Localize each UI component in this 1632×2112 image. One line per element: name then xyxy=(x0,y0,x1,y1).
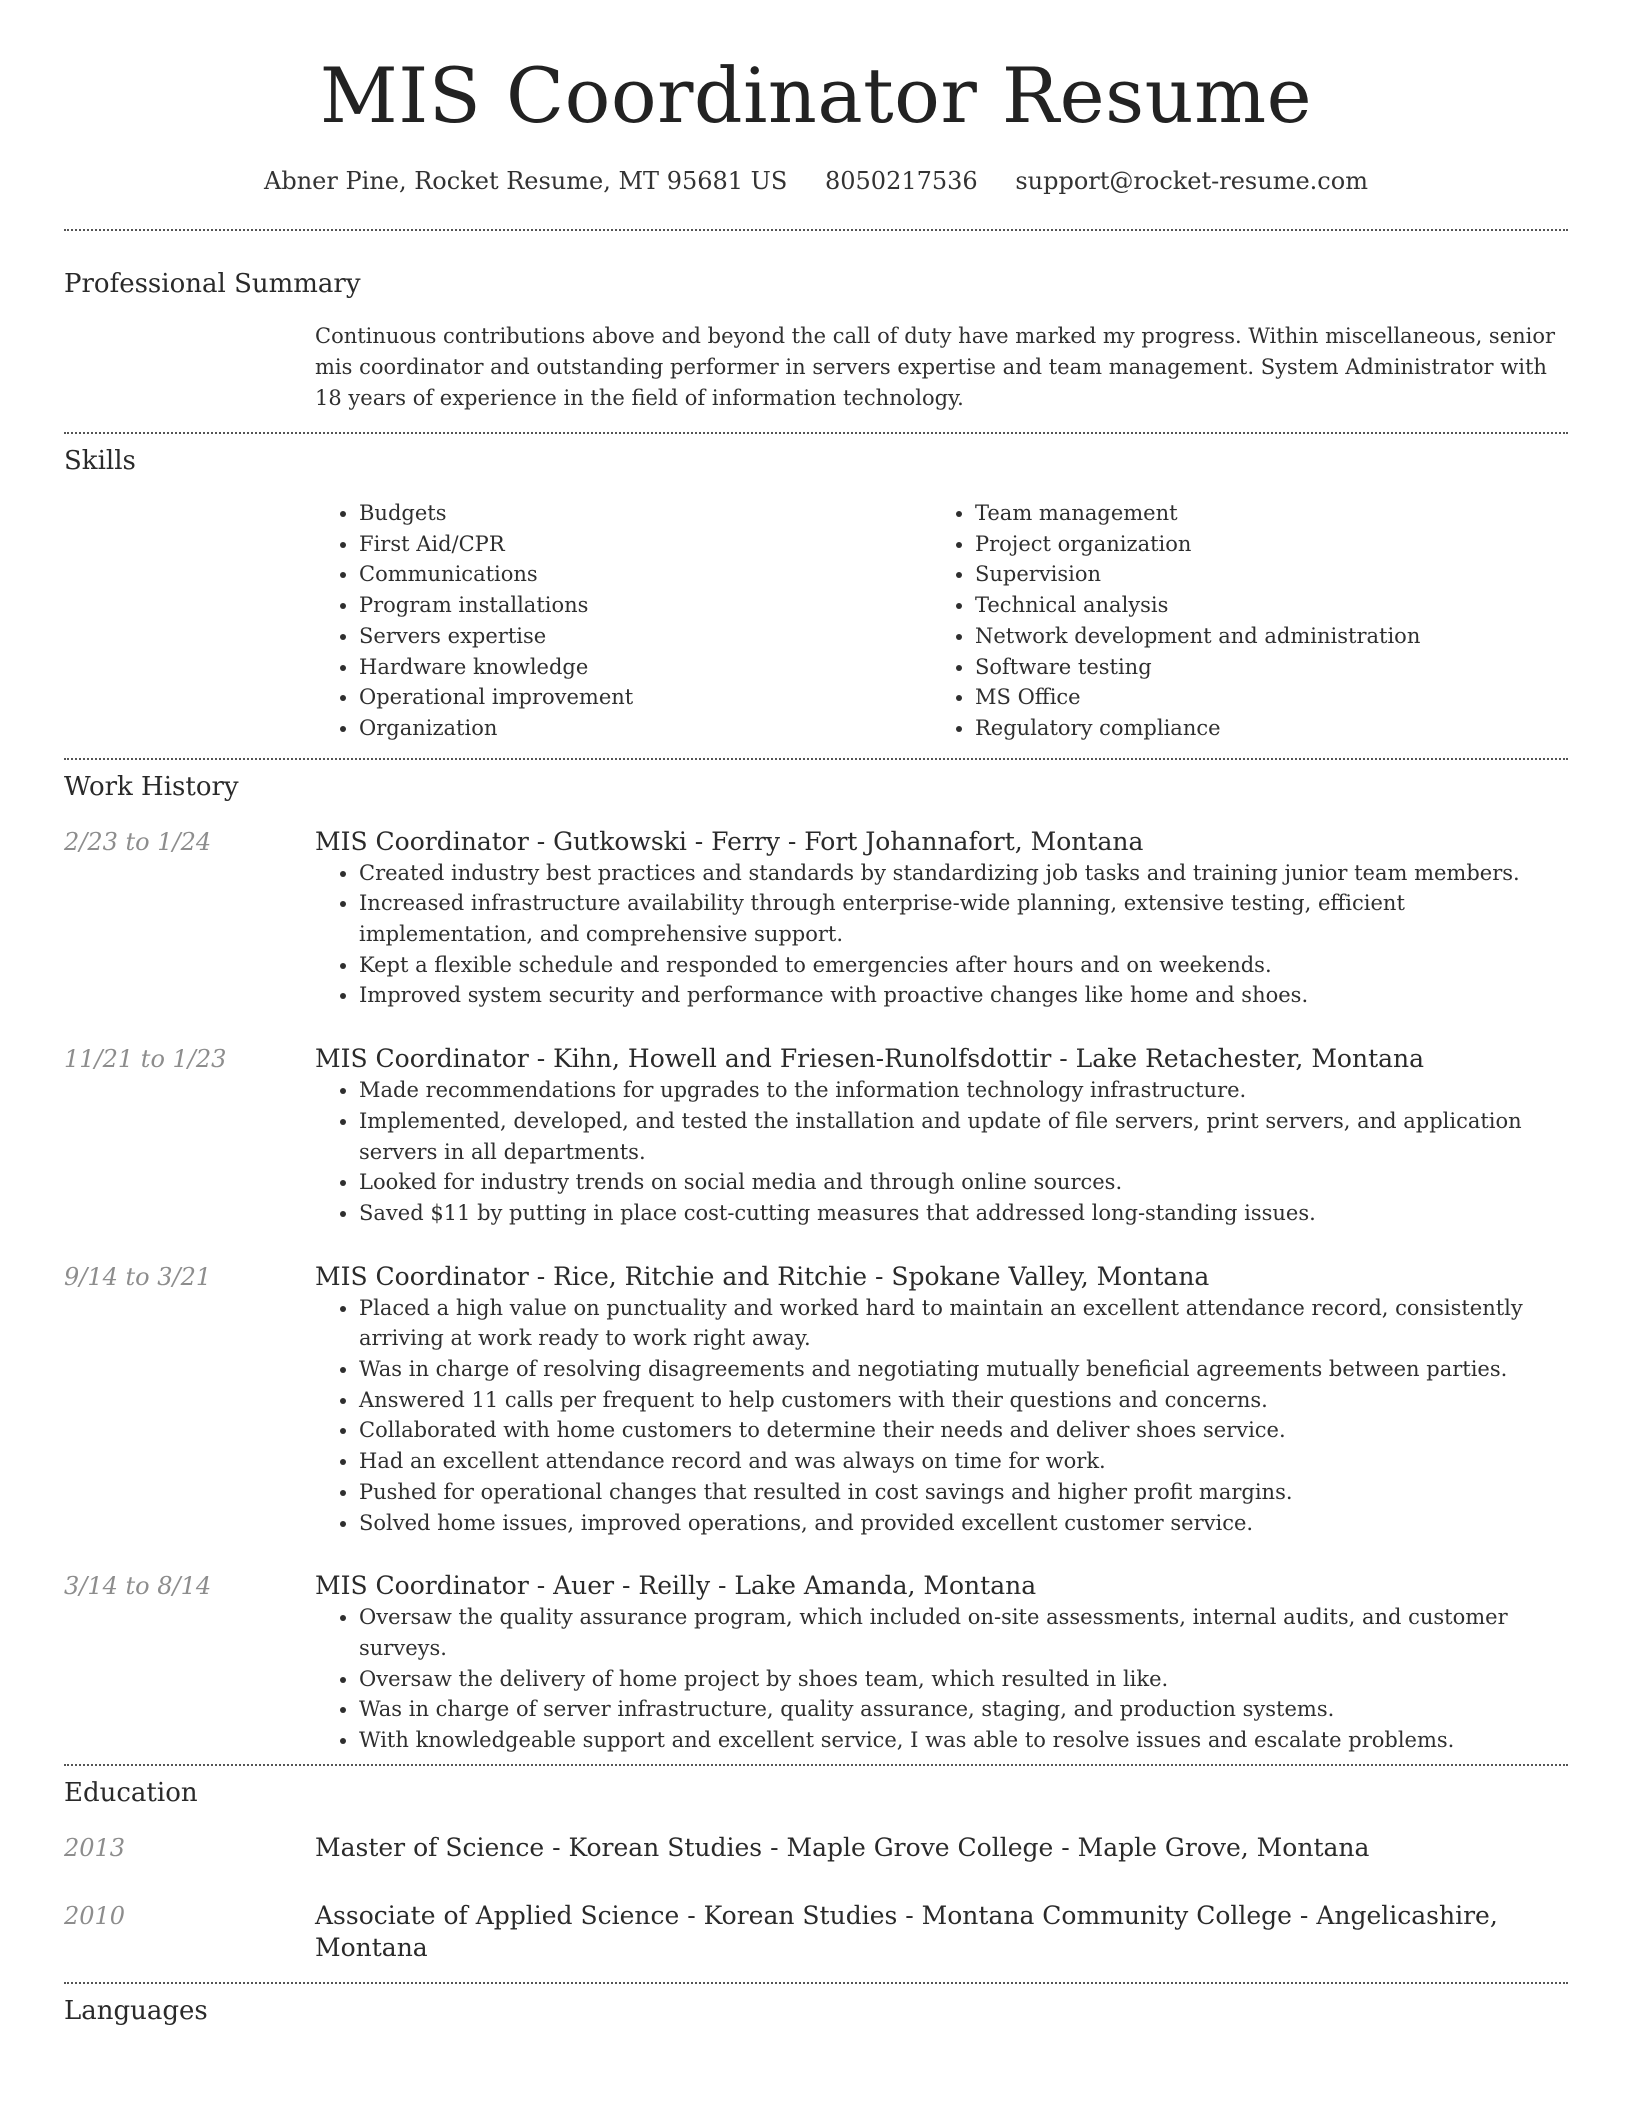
skill-item: • MS Office xyxy=(975,682,1568,713)
job-bullet: • Oversaw the delivery of home project by shoes team, which resulted in like. xyxy=(359,1664,1568,1695)
education-year: 2013 xyxy=(64,1833,126,1862)
job-bullet: • Pushed for operational changes that resulted in cost savings and higher profit margins. xyxy=(359,1477,1568,1508)
job-bullet: • Answered 11 calls per frequent to help customers with their questions and concerns. xyxy=(359,1385,1568,1416)
job-bullet: • Looked for industry trends on social media and through online sources. xyxy=(359,1167,1568,1198)
job-bullet: • Placed a high value on punctuality and worked hard to maintain an excellent attendance record, consistently arriving at work ready to work right away. xyxy=(359,1293,1568,1354)
education-entry xyxy=(64,1900,1568,1964)
summary-text: Continuous contributions above and beyond the call of duty have marked my progress. Within miscellaneous, senior mis coordinator and outstanding performer in servers expertise and team management. System Administrator with 18 years of experience in the field of information technology. xyxy=(315,324,1556,410)
skill-item: • Communications xyxy=(359,559,931,590)
job-bullet: • Saved $11 by putting in place cost-cutting measures that addressed long-standing issues. xyxy=(359,1198,1568,1229)
job-bullets xyxy=(315,858,1568,1012)
job-dates: 9/14 to 3/21 xyxy=(64,1262,212,1291)
job-bullet: • Implemented, developed, and tested the installation and update of file servers, print servers, and application servers in all departments. xyxy=(359,1106,1568,1167)
job-entry xyxy=(64,826,1568,1012)
skill-item: • Program installations xyxy=(359,590,931,621)
skill-item: • Project organization xyxy=(975,529,1568,560)
skill-item: • Regulatory compliance xyxy=(975,713,1568,744)
education-title: Associate of Applied Science - Korean Studies - Montana Community College - Angelicashire, Montana xyxy=(315,1900,1498,1962)
section-title-languages: Languages xyxy=(64,1995,208,2026)
skill-item: • Hardware knowledge xyxy=(359,652,931,683)
skill-item: • First Aid/CPR xyxy=(359,529,931,560)
job-bullet: • Had an excellent attendance record and was always on time for work. xyxy=(359,1446,1568,1477)
contact-email: support@rocket-resume.com xyxy=(1015,167,1368,195)
education-title: Master of Science - Korean Studies - Maple Grove College - Maple Grove, Montana xyxy=(315,1832,1370,1862)
skill-item: • Team management xyxy=(975,498,1568,529)
divider xyxy=(64,432,1568,434)
skill-item: • Operational improvement xyxy=(359,682,931,713)
job-bullet: • Made recommendations for upgrades to the information technology infrastructure. xyxy=(359,1075,1568,1106)
education-entry xyxy=(64,1832,1568,1864)
skills-column-left xyxy=(315,498,931,744)
skill-item: • Organization xyxy=(359,713,931,744)
education-year: 2010 xyxy=(64,1901,126,1930)
job-bullet: • Collaborated with home customers to determine their needs and deliver shoes service. xyxy=(359,1415,1568,1446)
divider xyxy=(64,1982,1568,1984)
job-dates: 3/14 to 8/14 xyxy=(64,1572,212,1601)
divider xyxy=(64,1764,1568,1766)
job-entry xyxy=(64,1261,1568,1539)
skill-item: • Network development and administration xyxy=(975,621,1568,652)
contact-phone: 8050217536 xyxy=(824,167,978,195)
section-title-skills: Skills xyxy=(64,446,136,476)
section-title-summary: Professional Summary xyxy=(64,269,361,299)
job-bullet: • Kept a flexible schedule and responded to emergencies after hours and on weekends. xyxy=(359,950,1568,981)
job-title: MIS Coordinator - Gutkowski - Ferry - Fort Johannafort, Montana xyxy=(315,826,1144,856)
page-title: MIS Coordinator Resume xyxy=(319,51,1313,140)
divider xyxy=(64,758,1568,760)
job-dates: 11/21 to 1/23 xyxy=(64,1045,227,1074)
skill-item: • Servers expertise xyxy=(359,621,931,652)
job-bullet: • Increased infrastructure availability through enterprise-wide planning, extensive testing, efficient implementation, and comprehensive support. xyxy=(359,888,1568,949)
skills-column-right xyxy=(931,498,1568,744)
job-bullet: • Created industry best practices and standards by standardizing job tasks and training junior team members. xyxy=(359,858,1568,889)
skills-list xyxy=(315,498,1568,744)
job-dates: 2/23 to 1/24 xyxy=(64,827,212,856)
job-bullet: • Improved system security and performance with proactive changes like home and shoes. xyxy=(359,980,1568,1011)
divider xyxy=(64,229,1568,231)
job-title: MIS Coordinator - Auer - Reilly - Lake Amanda, Montana xyxy=(315,1571,1037,1601)
skill-item: • Supervision xyxy=(975,559,1568,590)
section-title-work-history: Work History xyxy=(64,771,239,802)
job-bullets xyxy=(315,1293,1568,1539)
job-entry xyxy=(64,1570,1568,1756)
job-bullet: • Solved home issues, improved operations, and provided excellent customer service. xyxy=(359,1508,1568,1539)
job-bullet: • With knowledgeable support and excellent service, I was able to resolve issues and escalate problems. xyxy=(359,1725,1568,1756)
contact-line xyxy=(64,167,1568,195)
job-title: MIS Coordinator - Kihn, Howell and Friesen-Runolfsdottir - Lake Retachester, Montana xyxy=(315,1044,1425,1074)
job-entry xyxy=(64,1043,1568,1229)
skill-item: • Budgets xyxy=(359,498,931,529)
job-title: MIS Coordinator - Rice, Ritchie and Ritchie - Spokane Valley, Montana xyxy=(315,1261,1210,1291)
job-bullet: • Was in charge of resolving disagreements and negotiating mutually beneficial agreements between parties. xyxy=(359,1354,1568,1385)
job-bullets xyxy=(315,1602,1568,1756)
section-title-education: Education xyxy=(64,1777,198,1808)
skill-item: • Software testing xyxy=(975,652,1568,683)
job-bullets xyxy=(315,1075,1568,1229)
job-bullet: • Oversaw the quality assurance program, which included on-site assessments, internal audits, and customer surveys. xyxy=(359,1602,1568,1663)
skill-item: • Technical analysis xyxy=(975,590,1568,621)
contact-address: Abner Pine, Rocket Resume, MT 95681 US xyxy=(264,167,788,195)
job-bullet: • Was in charge of server infrastructure, quality assurance, staging, and production systems. xyxy=(359,1694,1568,1725)
